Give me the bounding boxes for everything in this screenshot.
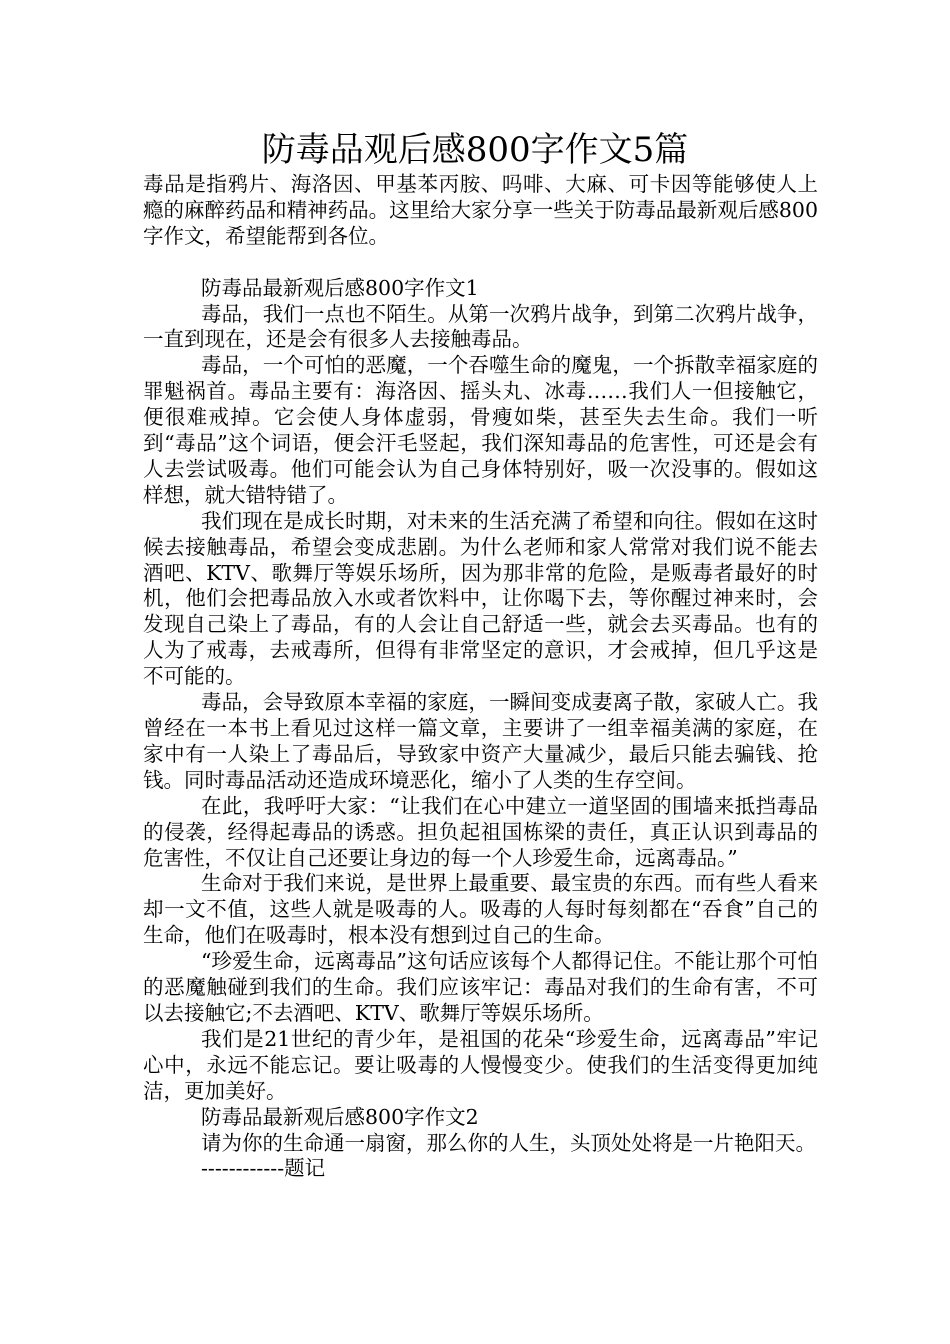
paragraph: 请为你的生命通一扇窗，那么你的人生，头顶处处将是一片艳阳天。 — [201, 1130, 816, 1155]
section-heading-2: 防毒品最新观后感800字作文2 — [201, 1104, 479, 1129]
epigraph-attribution: ------------题记 — [201, 1156, 326, 1181]
document-body — [143, 172, 818, 1182]
paragraph: 毒品，会导致原本幸福的家庭，一瞬间变成妻离子散，家破人亡。我曾经在一本书上看见过这样一篇文章，主要讲了一组幸福美满的家庭，在家中有一人染上了毒品后，导致家中资产大量减少，最后只能去骗钱、抢钱。同时毒品活动还造成环境恶化，缩小了人类的生存空间。 — [143, 690, 818, 792]
paragraph: 毒品，一个可怕的恶魔，一个吞噬生命的魔鬼，一个拆散幸福家庭的罪魁祸首。毒品主要有：海洛因、摇头丸、冰毒……我们人一但接触它，便很难戒掉。它会使人身体虚弱，骨瘦如柴，甚至失去生命。我们一听到“毒品”这个词语，便会汗毛竖起，我们深知毒品的危害性，可还是会有人去尝试吸毒。他们可能会认为自己身体特别好，吸一次没事的。假如这样想，就大错特错了。 — [143, 353, 818, 507]
blank-line — [143, 250, 818, 276]
paragraph: “珍爱生命，远离毒品”这句话应该每个人都得记住。不能让那个可怕的恶魔触碰到我们的生命。我们应该牢记：毒品对我们的生命有害，不可以去接触它;不去酒吧、KTV、歌舞厅等娱乐场所。 — [143, 949, 818, 1025]
paragraph: 在此，我呼吁大家：“让我们在心中建立一道坚固的围墙来抵挡毒品的侵袭，经得起毒品的诱惑。担负起祖国栋梁的责任，真正认识到毒品的危害性，不仅让自己还要让身边的每一个人珍爱生命，远离毒品。” — [143, 793, 818, 870]
section-heading-1: 防毒品最新观后感800字作文1 — [201, 275, 479, 300]
paragraph: 生命对于我们来说，是世界上最重要、最宝贵的东西。而有些人看来却一文不值，这些人就是吸毒的人。吸毒的人每时每刻都在“吞食”自己的生命，他们在吸毒时，根本没有想到过自己的生命。 — [143, 871, 818, 948]
document-title: 防毒品观后感800字作文5篇 — [261, 130, 689, 170]
intro-paragraph: 毒品是指鸦片、海洛因、甲基苯丙胺、吗啡、大麻、可卡因等能够使人上瘾的麻醉药品和精神药品。这里给大家分享一些关于防毒品最新观后感800字作文，希望能帮到各位。 — [143, 172, 818, 248]
paragraph: 我们现在是成长时期，对未来的生活充满了希望和向往。假如在这时候去接触毒品，希望会变成悲剧。为什么老师和家人常常对我们说不能去酒吧、KTV、歌舞厅等娱乐场所，因为那非常的危险，是贩毒者最好的时机，他们会把毒品放入水或者饮料中，让你喝下去，等你醒过神来时，会发现自己染上了毒品，有的人会让自己舒适一些，就会去买毒品。也有的人为了戒毒，去戒毒所，但得有非常坚定的意识，才会戒掉，但几乎这是不可能的。 — [143, 508, 818, 689]
paragraph: 毒品，我们一点也不陌生。从第一次鸦片战争，到第二次鸦片战争，一直到现在，还是会有很多人去接触毒品。 — [143, 301, 818, 352]
paragraph: 我们是21世纪的青少年，是祖国的花朵“珍爱生命，远离毒品”牢记心中，永远不能忘记。要让吸毒的人慢慢变少。使我们的生活变得更加纯洁，更加美好。 — [143, 1026, 818, 1103]
